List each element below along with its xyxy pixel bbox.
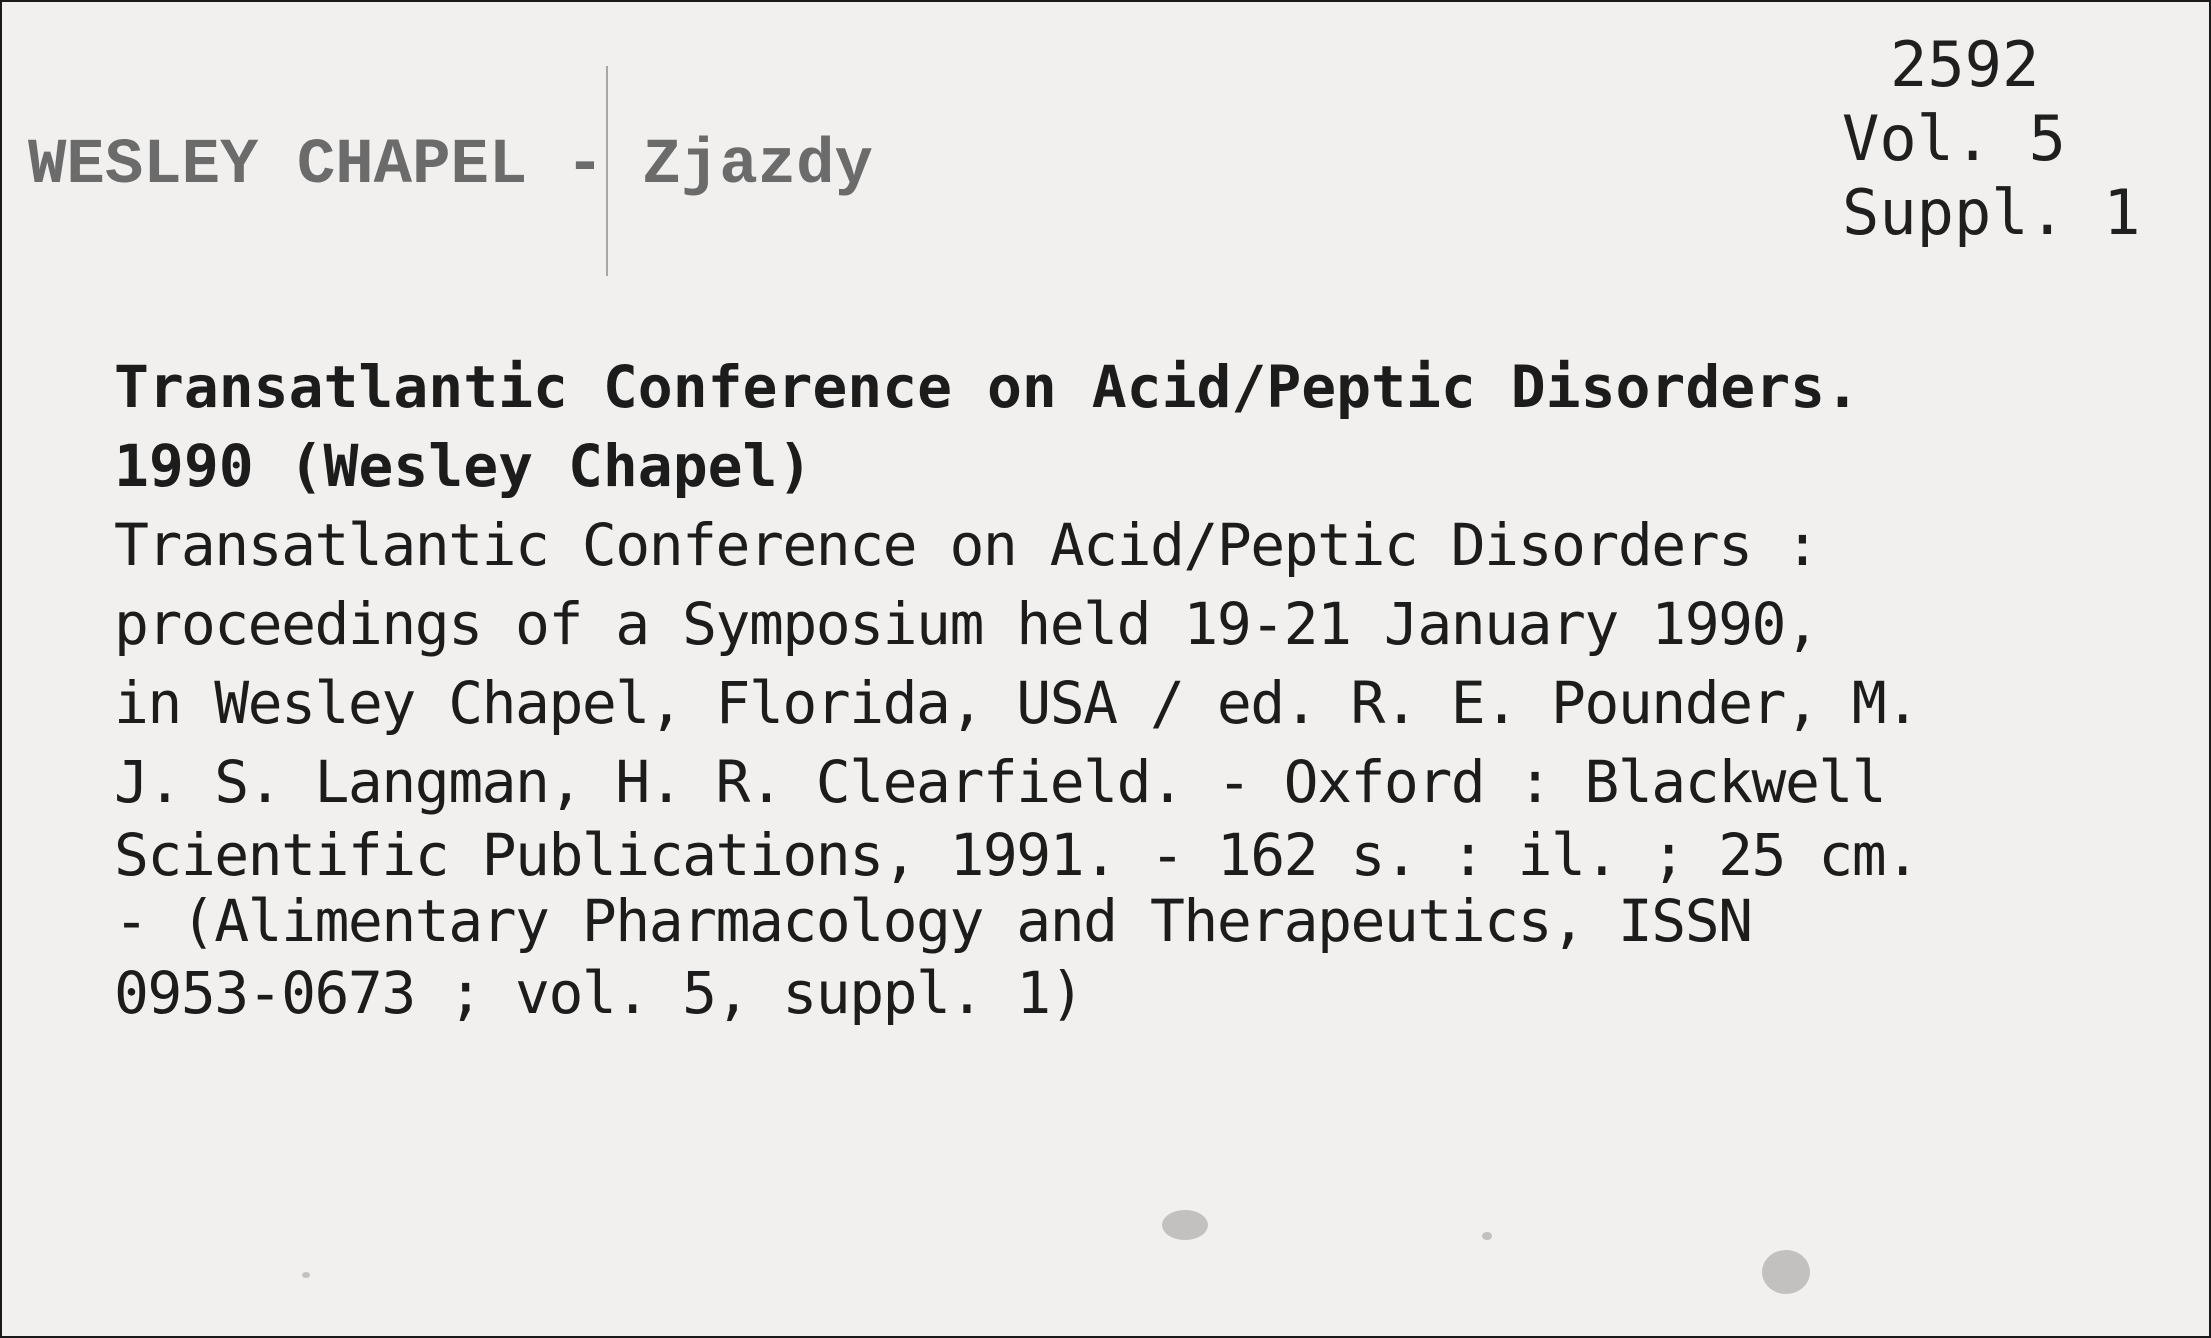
stain-mark bbox=[1762, 1250, 1810, 1294]
call-number-line: Suppl. 1 bbox=[1842, 176, 2141, 249]
stain-mark bbox=[1162, 1210, 1208, 1240]
stain-mark bbox=[302, 1272, 310, 1278]
call-number-line: Vol. 5 bbox=[1842, 102, 2066, 175]
description-line: Transatlantic Conference on Acid/Peptic Disorders : bbox=[114, 511, 1819, 579]
subject-heading: WESLEY CHAPEL - Zjazdy bbox=[28, 130, 873, 202]
description-line: in Wesley Chapel, Florida, USA / ed. R. E. Pounder, M. bbox=[114, 669, 1919, 737]
description-line: proceedings of a Symposium held 19-21 January 1990, bbox=[114, 590, 1819, 658]
description-line: J. S. Langman, H. R. Clearfield. - Oxford : Blackwell bbox=[114, 748, 1886, 816]
description-line: 0953-0673 ; vol. 5, suppl. 1) bbox=[114, 959, 1084, 1027]
stain-mark bbox=[1482, 1232, 1492, 1240]
call-number-line: 2592 bbox=[1890, 28, 2040, 101]
call-number bbox=[1842, 28, 2141, 250]
description-line: - (Alimentary Pharmacology and Therapeutics, ISSN bbox=[114, 887, 1752, 955]
main-entry-line: 1990 (Wesley Chapel) bbox=[114, 432, 813, 500]
main-entry-line: Transatlantic Conference on Acid/Peptic Disorders. bbox=[114, 353, 1860, 421]
description-line: Scientific Publications, 1991. - 162 s. : il. ; 25 cm. bbox=[114, 821, 1919, 889]
bibliographic-entry bbox=[114, 348, 2194, 1033]
